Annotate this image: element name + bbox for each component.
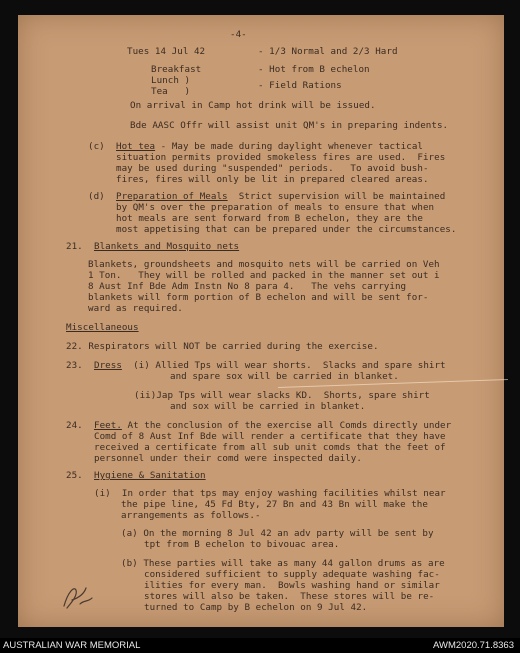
p25-b-line: (b) These parties will take as many 44 gallon drums as are xyxy=(121,558,445,569)
p22-line: 22. Respirators will NOT be carried during the exercise. xyxy=(66,341,379,352)
p23-heading: Dress (i) Allied Tps will wear shorts. Slacks and spare shirt xyxy=(94,360,446,371)
p21-heading: Blankets and Mosquito nets xyxy=(94,241,240,252)
p25-a-line: tpt from B echelon to bivouac area. xyxy=(144,539,340,550)
handwritten-initials xyxy=(58,580,98,614)
p21-line: blankets will form portion of B echelon and will be sent for- xyxy=(88,292,429,303)
arrival-line: On arrival in Camp hot drink will be issued. xyxy=(130,100,376,111)
meal-lunch: Lunch ) xyxy=(151,75,191,86)
misc-heading: Miscellaneous xyxy=(66,322,139,333)
p25-a-line: (a) On the morning 8 Jul 42 an adv party will be sent by xyxy=(121,528,434,539)
c-line: situation permits provided smokeless fires are used. Fires xyxy=(116,152,446,163)
meal-breakfast-provision: - Hot from B echelon xyxy=(258,64,370,75)
p25-number: 25. xyxy=(66,470,83,481)
p25-b-line: considered sufficient to supply adequate washing fac- xyxy=(144,569,440,580)
c-line: fires, fires will only be lit in prepared cleared areas. xyxy=(116,174,429,185)
p24-line: personnel under their comd were inspected daily. xyxy=(94,453,362,464)
p25-b-line: turned to Camp by B echelon on 9 Jul 42. xyxy=(144,602,368,613)
p24-line: received a certificate from all sub unit comds that the feet of xyxy=(94,442,446,453)
d-line: most appetising that can be prepared under the circumstances. xyxy=(116,224,457,235)
schedule-ration: - 1/3 Normal and 2/3 Hard xyxy=(258,46,398,57)
d-line: by QM's over the preparation of meals to ensure that when xyxy=(116,202,435,213)
p21-line: ward as required. xyxy=(88,303,183,314)
d-line: hot meals are sent forward from B echelon, they are the xyxy=(116,213,423,224)
footer-source: AUSTRALIAN WAR MEMORIAL xyxy=(3,640,141,651)
c-line: may be used during "suspended" periods. To avoid bush- xyxy=(116,163,429,174)
p21-line: Blankets, groundsheets and mosquito nets will be carried on Veh xyxy=(88,259,440,270)
p21-line: 1 Ton. They will be rolled and packed in the manner set out i xyxy=(88,270,440,281)
p23-line: and spare sox will be carried in blanket. xyxy=(170,371,399,382)
meal-lunch-provision: - Field Rations xyxy=(258,80,342,91)
page-number: -4- xyxy=(230,29,247,40)
p21-line: 8 Aust Inf Bde Adm Instn No 8 para 4. The vehs carrying xyxy=(88,281,407,292)
p23-line: and sox will be carried in blanket. xyxy=(170,401,366,412)
p25-b-line: ilities for every man. Bowls washing hand or similar xyxy=(144,580,440,591)
d-heading: Preparation of Meals Strict supervision will be maintained xyxy=(116,191,446,202)
p25-line: (i) In order that tps may enjoy washing facilities whilst near xyxy=(94,488,446,499)
p23-number: 23. xyxy=(66,360,83,371)
c-label: (c) xyxy=(88,141,105,152)
p25-heading: Hygiene & Sanitation xyxy=(94,470,206,481)
p25-b-line: stores will also be taken. These stores will be re- xyxy=(144,591,435,602)
footer-reference: AWM2020.71.8363 xyxy=(433,640,514,651)
c-heading: Hot tea - May be made during daylight whenever tactical xyxy=(116,141,423,152)
meal-breakfast: Breakfast xyxy=(151,64,202,75)
p24-number: 24. xyxy=(66,420,83,431)
p23-line: (ii)Jap Tps will wear slacks KD. Shorts, spare shirt xyxy=(134,390,430,401)
bde-aasc-line: Bde AASC Offr will assist unit QM's in preparing indents. xyxy=(130,120,449,131)
p25-line: arrangements as follows.- xyxy=(121,510,261,521)
d-label: (d) xyxy=(88,191,105,202)
p24-heading: Feet. At the conclusion of the exercise all Comds directly under xyxy=(94,420,452,431)
meal-tea: Tea ) xyxy=(151,86,191,97)
p24-line: Comd of 8 Aust Inf Bde will render a certificate that they have xyxy=(94,431,446,442)
p25-line: the pipe line, 45 Fd Bty, 27 Bn and 43 Bn will make the xyxy=(121,499,428,510)
archive-footer xyxy=(0,638,520,653)
schedule-day: Tues 14 Jul 42 xyxy=(127,46,206,57)
p21-number: 21. xyxy=(66,241,83,252)
